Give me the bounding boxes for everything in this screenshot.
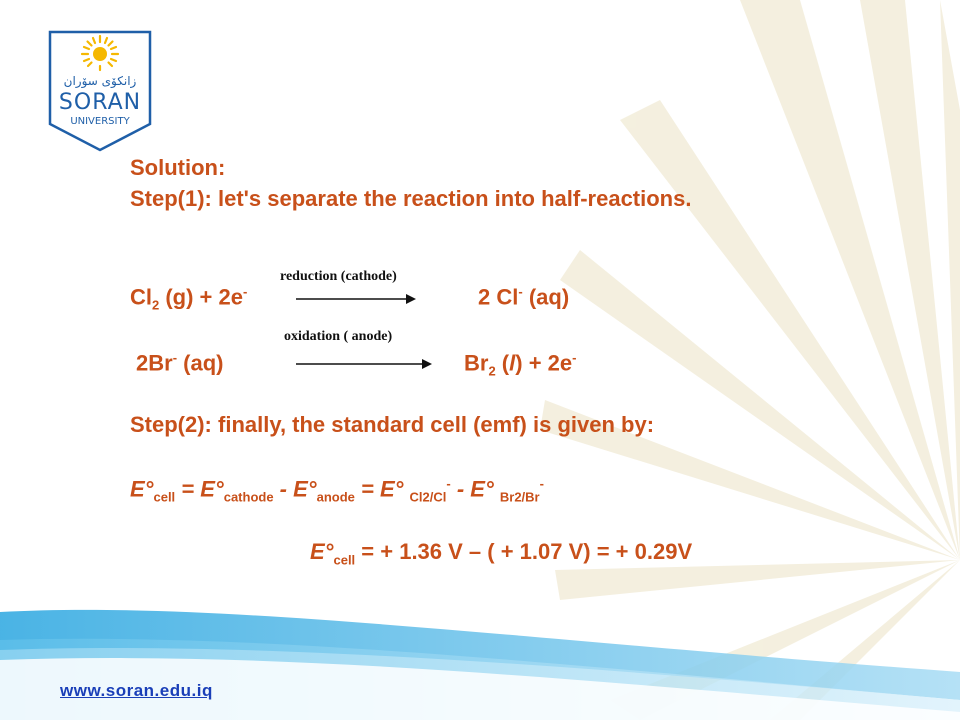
- oxidation-left: 2Br- (aq): [136, 350, 224, 376]
- solution-heading: Solution:: [130, 155, 226, 180]
- step2-text: Step(2): finally, the standard cell (emf) is given by:: [130, 412, 655, 437]
- website-link[interactable]: www.soran.edu.iq: [60, 681, 213, 700]
- logo-name: SORAN: [58, 90, 142, 115]
- emf-formula: $E^\circ_{cell} = E^\circ_{cathode} - E^\circ_{anode} = E^\circ$ $_{Cl2/Cl}$- - E° $_{Br2/Br}$-: [130, 476, 544, 505]
- step1-text: Step(1): let's separate the reaction into half-reactions.: [130, 186, 692, 211]
- oxidation-arrow-label: oxidation ( anode): [284, 329, 393, 344]
- oxidation-right: $Br_2$ (l) + 2e-: [464, 350, 577, 379]
- university-logo: [48, 30, 152, 152]
- emf-value: $E^\circ_{cell}$ = + 1.36 V – ( + 1.07 V) = + 0.29V: [310, 539, 693, 568]
- logo-subtitle: UNIVERSITY: [70, 116, 130, 127]
- sun-rays: [540, 0, 960, 720]
- reduction-arrow-label: reduction (cathode): [280, 269, 397, 284]
- logo-arabic-name: زانكۆى سۆران: [63, 74, 137, 88]
- reduction-left: $Cl_2$ (g) + 2e-: [130, 284, 248, 313]
- oxidation-arrow-icon: [296, 357, 432, 371]
- reduction-right: 2 Cl- (aq): [478, 284, 570, 310]
- reduction-arrow-icon: [296, 292, 416, 306]
